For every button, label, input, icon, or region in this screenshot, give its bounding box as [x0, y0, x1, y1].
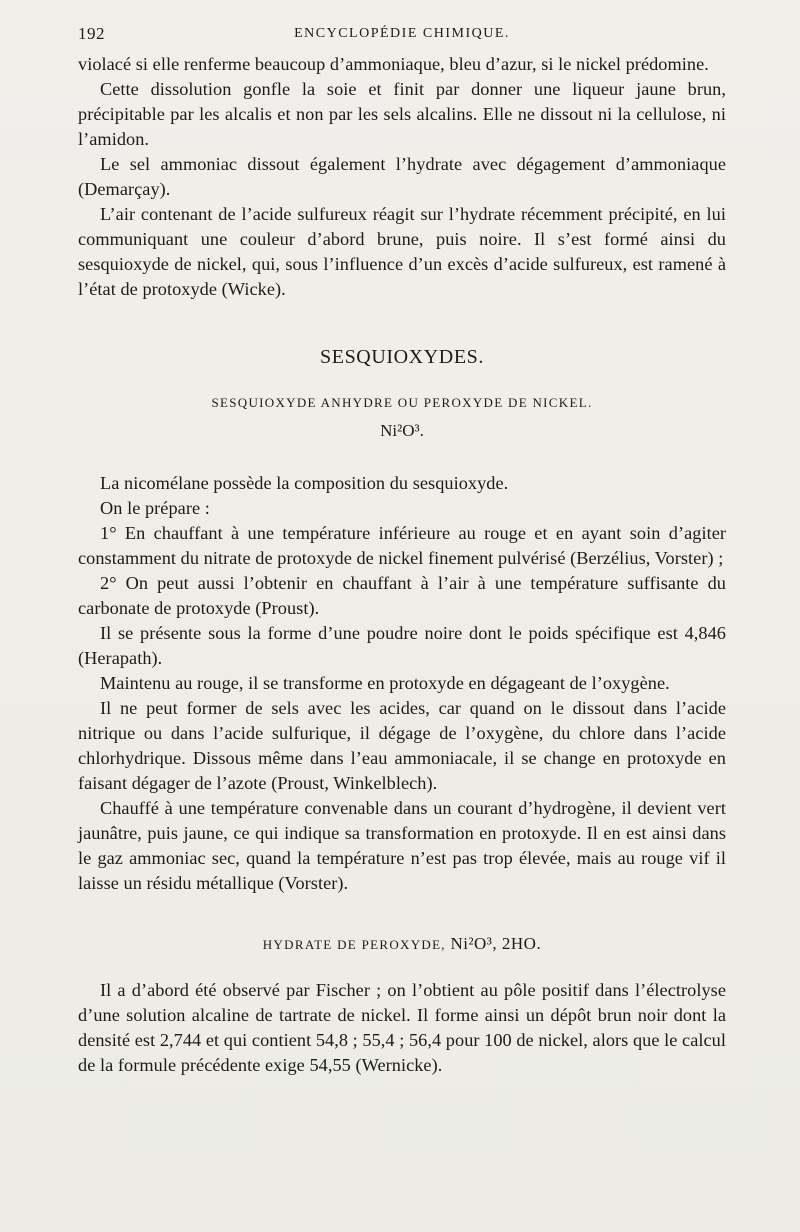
- chemical-formula: Ni²O³.: [380, 421, 424, 440]
- paragraph: Il se présente sous la forme d’une poudre noire dont le poids spécifique est 4,846 (Herapath).: [78, 623, 726, 668]
- subsection-title: SESQUIOXYDE ANHYDRE OU PEROXYDE DE NICKEL.: [211, 395, 593, 410]
- paragraph: La nicomélane possède la composition du sesquioxyde.: [100, 473, 509, 493]
- running-title: ENCYCLOPÉDIE CHIMIQUE.: [294, 26, 510, 41]
- section-title: SESQUIOXYDES.: [320, 346, 484, 368]
- subsection-title-text: HYDRATE DE PEROXYDE,: [262, 937, 446, 952]
- paragraph: violacé si elle renferme beaucoup d’ammoniaque, bleu d’azur, si le nickel prédomine.: [78, 54, 709, 74]
- paragraph: 2° On peut aussi l’obtenir en chauffant à l’air à une température suffisante du carbonate de protoxyde (Proust).: [78, 573, 726, 618]
- page-header: [78, 20, 726, 52]
- paragraph: On le prépare :: [100, 498, 210, 518]
- paragraph: Chauffé à une température convenable dans un courant d’hydrogène, il devient vert jaunâtre, puis jaune, ce qui indique sa transformation en protoxyde. Il en est ainsi dans le gaz ammoniac sec, quand la température n’est pas trop élevée, mais au rouge vif il laisse un résidu métallique (Vorster).: [78, 798, 726, 893]
- paragraph: Le sel ammoniac dissout également l’hydrate avec dégagement d’ammoniaque (Demarçay).: [78, 154, 726, 199]
- paragraph: Il ne peut former de sels avec les acides, car quand on le dissout dans l’acide nitrique ou dans l’acide sulfurique, il dégage de l’oxygène, du chlore dans l’acide chlorhydrique. Dissous même dans l’eau ammoniacale, il se change en protoxyde en faisant dégager de l’azote (Proust, Winkelblech).: [78, 698, 726, 793]
- text-block-intro: [78, 52, 726, 302]
- paragraph: L’air contenant de l’acide sulfureux réagit sur l’hydrate récemment précipité, en lui communiquant une couleur d’abord brune, puis noire. Il s’est formé ainsi du sesquioxyde de nickel, qui, sous l’influence d’un excès d’acide sulfureux, est ramené à l’état de protoxyde (Wicke).: [78, 204, 726, 299]
- paragraph: Cette dissolution gonfle la soie et finit par donner une liqueur jaune brun, précipitable par les alcalis et non par les sels alcalins. Elle ne dissout ni la cellulose, ni l’amidon.: [78, 79, 726, 149]
- text-block-peroxyde: [78, 471, 726, 896]
- text-block-hydrate: [78, 978, 726, 1078]
- chemical-formula: Ni²O³, 2HO.: [450, 934, 542, 953]
- paragraph: Il a d’abord été observé par Fischer ; on l’obtient au pôle positif dans l’électrolyse d’une solution alcaline de tartrate de nickel. Il forme ainsi un dépôt brun noir dont la densité est 2,744 et qui contient 54,8 ; 55,4 ; 56,4 pour 100 de nickel, alors que le calcul de la formule précédente exige 54,55 (Wernicke).: [78, 980, 726, 1075]
- paragraph: 1° En chauffant à une température inférieure au rouge et en ayant soin d’agiter constamment du nitrate de protoxyde de nickel finement pulvérisé (Berzélius, Vorster) ;: [78, 523, 726, 568]
- page-number: 192: [78, 24, 105, 43]
- paragraph: Maintenu au rouge, il se transforme en protoxyde en dégageant de l’oxygène.: [100, 673, 670, 693]
- subsection-title-hydrate: [78, 934, 726, 954]
